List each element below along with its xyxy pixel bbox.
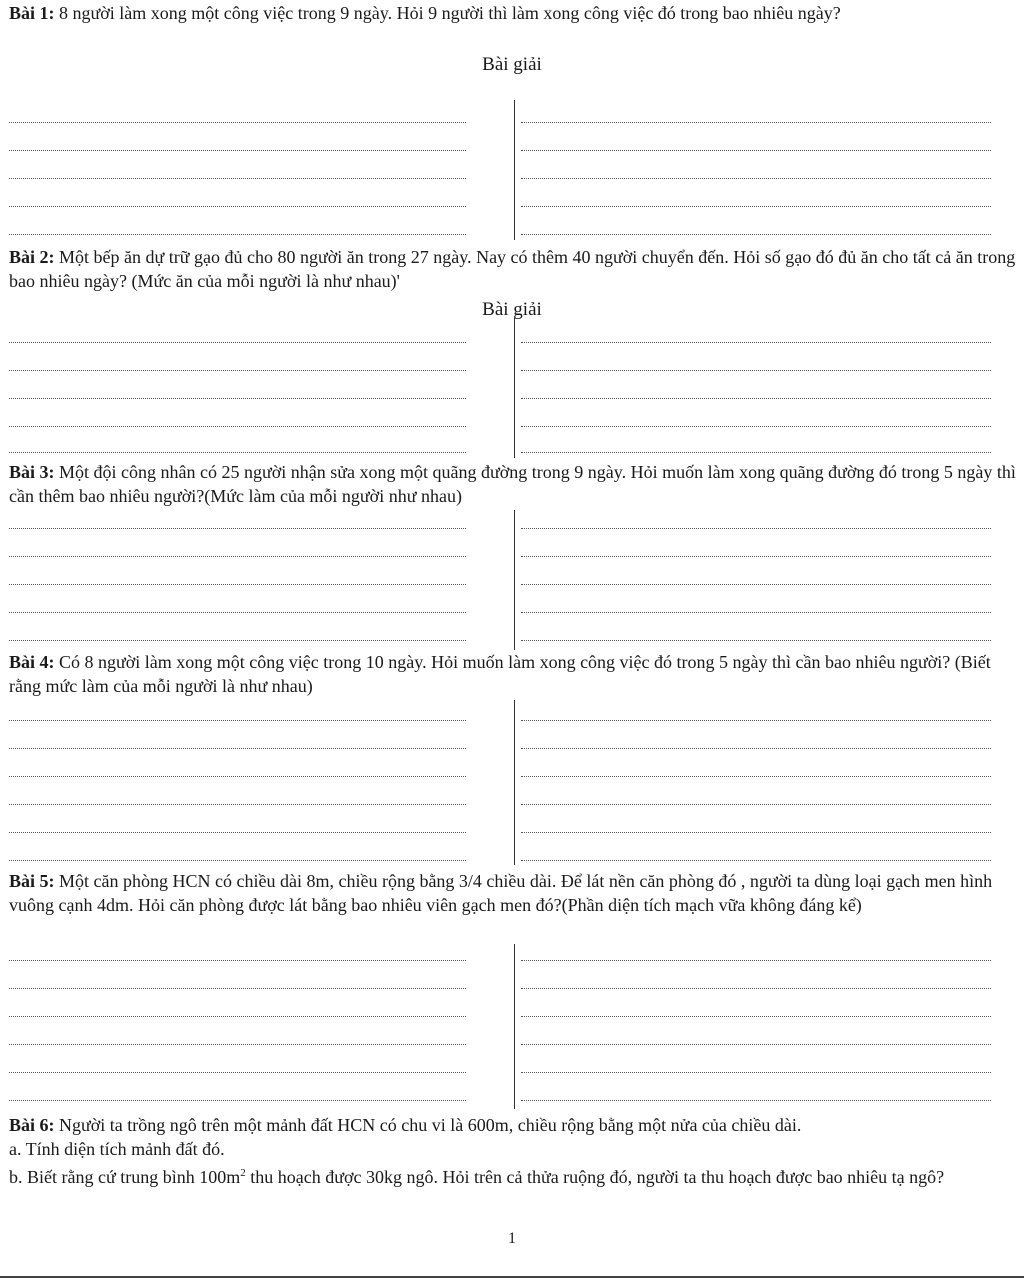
problem-number: Bài 6: (9, 1115, 55, 1135)
problem-text: 8 người làm xong một công việc trong 9 ngày. Hỏi 9 người thì làm xong công việc đó trong bao nhiêu ngày? (54, 3, 841, 23)
problem-3 (9, 460, 1018, 508)
problem-text: Một căn phòng HCN có chiều dài 8m, chiều rộng bằng 3/4 chiều dài. Để lát nền căn phòng đó , người ta dùng loại gạch men hình vuông cạnh 4dm. Hỏi căn phòng được lát bằng bao nhiêu viên gạch men đó?(Phần diện tích mạch vữa không đáng kể) (9, 871, 993, 915)
part-b-text-end: thu hoạch được 30kg ngô. Hỏi trên cả thửa ruộng đó, người ta thu hoạch được bao nhiêu tạ ngô? (245, 1167, 945, 1187)
problem-text: Người ta trồng ngô trên một mảnh đất HCN có chu vi là 600m, chiều rộng bằng một nửa của chiều dài. (54, 1115, 802, 1135)
part-b-text-start: b. Biết rằng cứ trung bình 100m (9, 1167, 241, 1187)
problem-2 (9, 245, 1018, 293)
solution-heading: Bài giải (482, 299, 542, 320)
answer-area-5[interactable] (9, 944, 1009, 1109)
problem-text: Một bếp ăn dự trữ gạo đủ cho 80 người ăn trong 27 ngày. Nay có thêm 40 người chuyển đến. Hỏi số gạo đó đủ ăn cho tất cả ăn trong bao nhiêu ngày? (Mức ăn của mỗi người là như nhau)' (9, 247, 1016, 291)
problem-number: Bài 3: (9, 462, 55, 482)
problem-5 (9, 869, 1018, 917)
page-number: 1 (508, 1230, 516, 1247)
solution-heading: Bài giải (482, 54, 542, 75)
problem-6 (9, 1113, 1018, 1189)
problem-text: Có 8 người làm xong một công việc trong 10 ngày. Hỏi muốn làm xong công việc đó trong 5 ngày thì cần bao nhiêu người? (Biết rằng mức làm của mỗi người là như nhau) (9, 652, 991, 696)
problem-number: Bài 1: (9, 3, 55, 23)
problem-1 (9, 1, 1018, 25)
problem-number: Bài 4: (9, 652, 55, 672)
problem-4 (9, 650, 1018, 698)
problem-number: Bài 5: (9, 871, 55, 891)
answer-area-4[interactable] (9, 700, 1009, 865)
problem-6-part-b (9, 1161, 1018, 1189)
superscript: 2 (240, 1167, 246, 1179)
answer-area-1[interactable] (9, 100, 1009, 240)
answer-area-3[interactable] (9, 510, 1009, 650)
page-bottom-rule (0, 1276, 1024, 1278)
problem-number: Bài 2: (9, 247, 55, 267)
problem-6-part-a: a. Tính diện tích mảnh đất đó. (9, 1139, 225, 1159)
problem-text: Một đội công nhân có 25 người nhận sửa xong một quãng đường trong 9 ngày. Hỏi muốn làm xong quãng đường đó trong 5 ngày thì cần thêm bao nhiêu người?(Mức làm của mỗi người như nhau) (9, 462, 1016, 506)
answer-area-2[interactable] (9, 318, 1009, 458)
